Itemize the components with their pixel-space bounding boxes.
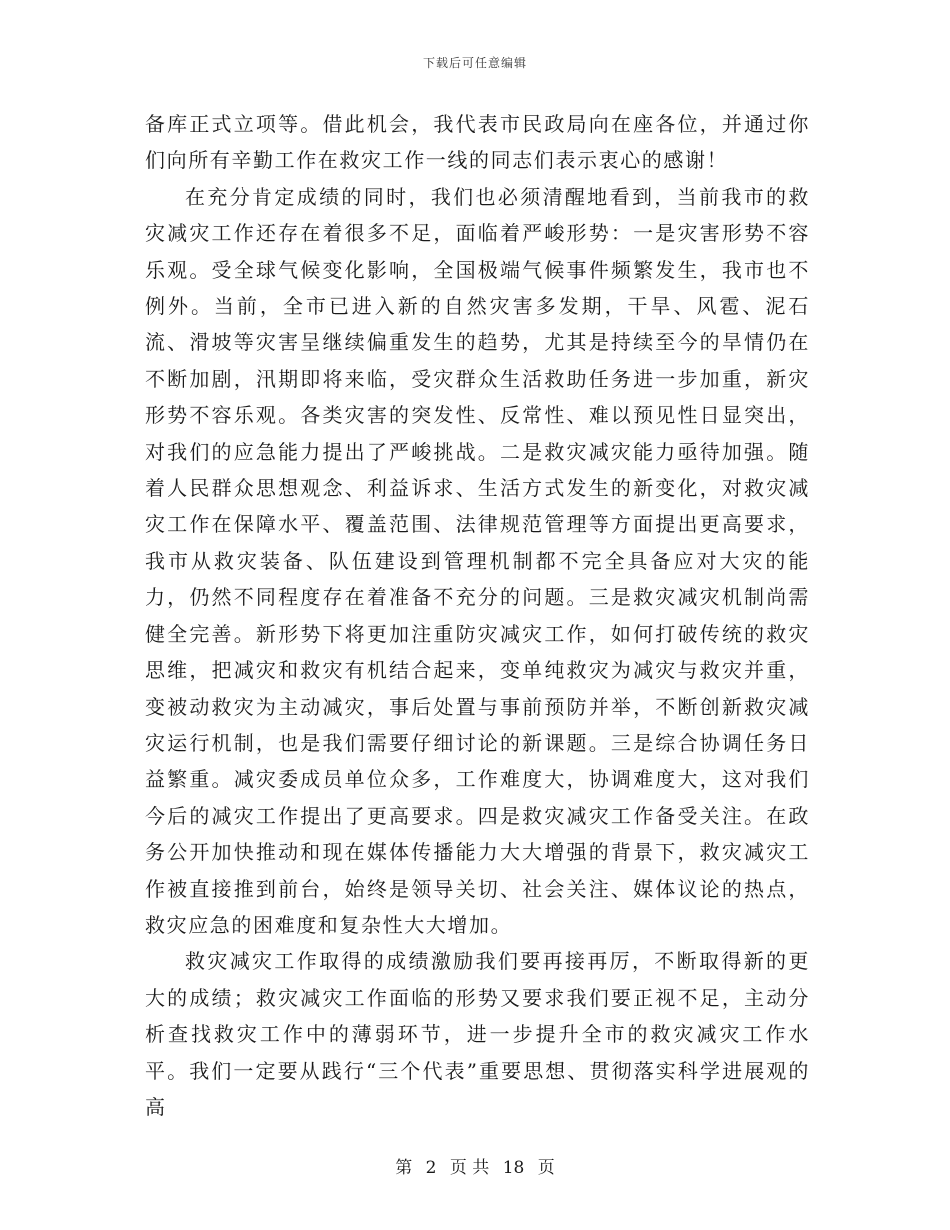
footer-middle: 页 共 xyxy=(449,1158,490,1178)
paragraph-situation: 在充分肯定成绩的同时，我们也必须清醒地看到，当前我市的救灾减灾工作还存在着很多不足，面临着严峻形势：一是灾害形势不容乐观。受全球气候变化影响，全国极端气候事件频繁发生，我市也不例外。当前，全市已进入新的自然灾害多发期，干旱、风雹、泥石流、滑坡等灾害呈继续偏重发生的趋势，尤其是持续至今的旱情仍在不断加剧，汛期即将来临，受灾群众生活救助任务进一步加重，新灾形势不容乐观。各类灾害的突发性、反常性、难以预见性日显突出，对我们的应急能力提出了严峻挑战。二是救灾减灾能力亟待加强。随着人民群众思想观念、利益诉求、生活方式发生的新变化，对救灾减灾工作在保障水平、覆盖范围、法律规范管理等方面提出更高要求，我市从救灾装备、队伍建设到管理机制都不完全具备应对大灾的能力，仍然不同程度存在着准备不充分的问题。三是救灾减灾机制尚需健全完善。新形势下将更加注重防灾减灾工作，如何打破传统的救灾思维，把减灾和救灾有机结合起来，变单纯救灾为减灾与救灾并重，变被动救灾为主动减灾，事后处置与事前预防并举，不断创新救灾减灾运行机制，也是我们需要仔细讨论的新课题。三是综合协调任务日益繁重。减灾委成员单位众多，工作难度大，协调难度大，这对我们今后的减灾工作提出了更高要求。四是救灾减灾工作备受关注。在政务公开加快推动和现在媒体传播能力大大增强的背景下，救灾减灾工作被直接推到前台，始终是领导关切、社会关注、媒体议论的热点，救灾应急的困难度和复杂性大大增加。 xyxy=(145,184,810,937)
paragraph-continuation: 备库正式立项等。借此机会，我代表市民政局向在座各位，并通过你们向所有辛勤工作在救灾工作一线的同志们表示衷心的感谢！ xyxy=(145,112,810,173)
page-footer xyxy=(0,1153,950,1178)
paragraph-requirements: 救灾减灾工作取得的成绩激励我们要再接再厉，不断取得新的更大的成绩；救灾减灾工作面临的形势又要求我们要正视不足，主动分析查找救灾工作中的薄弱环节，进一步提升全市的救灾减灾工作水平。我们一定要从践行“三个代表”重要思想、贯彻落实科学进展观的高 xyxy=(145,949,810,1119)
footer-suffix: 页 xyxy=(537,1158,555,1178)
footer-total-pages: 18 xyxy=(502,1158,525,1178)
footer-prefix: 第 xyxy=(395,1158,413,1178)
header-note: 下载后可任意编辑 xyxy=(422,56,527,70)
document-body xyxy=(145,106,810,1125)
footer-page-number: 2 xyxy=(425,1158,437,1178)
